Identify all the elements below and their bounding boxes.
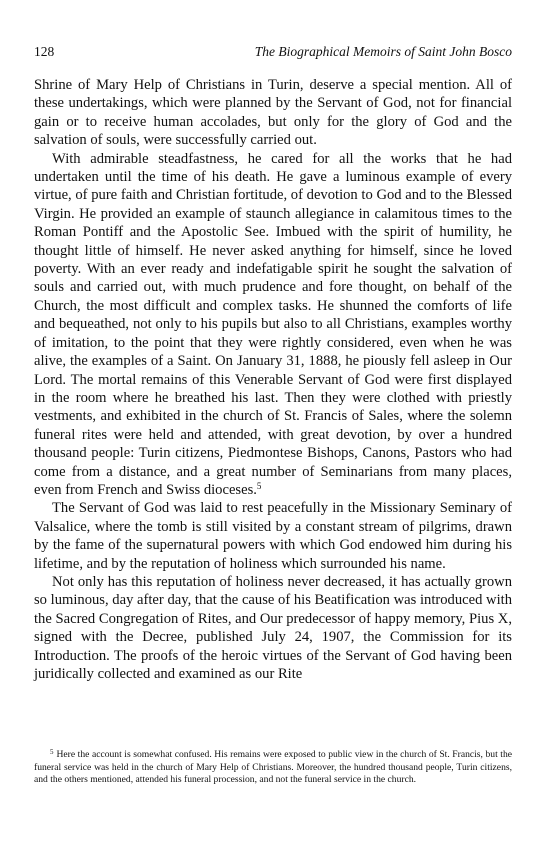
running-title: The Biographical Memoirs of Saint John Bosco [254, 44, 512, 59]
footnote [34, 749, 512, 787]
paragraph-4: Not only has this reputation of holiness never decreased, it has actually grown so luminous, day after day, that the cause of his Beatification was introduced with the Sacred Congregation of Rites, and Our predecessor of happy memory, Pius X, signed with the Decree, published July 24, 1907, the Commission for its Introduction. The proofs of the heroic virtues of the Servant of God having been juridically collected and examined as our Rite [34, 573, 512, 682]
footnote-paragraph [34, 749, 512, 787]
paragraph-1: Shrine of Mary Help of Christians in Turin, deserve a special mention. All of these undertakings, which were planned by the Servant of God, not for financial gain or to receive human accolades, but only for the glory of God and the salvation of souls, were successfully carried out. [34, 77, 512, 149]
paragraph-2 [34, 150, 512, 500]
footnote-reference: 5 [256, 480, 262, 491]
footnote-text: Here the account is somewhat confused. His remains were exposed to public view in the church of St. Francis, but the funeral service was held in the church of Mary Help of Christians. Moreover, the hundred thousand people, Turin citizens, and the others mentioned, attended his funeral procession, and not the funeral service in the church. [34, 749, 512, 786]
page-header [34, 44, 512, 60]
body-text [34, 76, 512, 683]
paragraph-2-text: With admirable steadfastness, he cared for all the works that he had undertaken until the time of his death. He gave a luminous example of every virtue, of pure faith and Christian fortitude, of devotion to God and to the Blessed Virgin. He provided an example of staunch allegiance in calamitous times to the Roman Pontiff and the Apostolic See. Imbued with the spirit of humility, he thought little of himself. He never asked anything for himself, since he loved poverty. With an ever ready and indefatigable spirit he sought the salvation of souls and carried out, with much prudence and fore thought, on behalf of the Church, the most difficult and complex tasks. He shunned the comforts of life and bequeathed, not only to his pupils but also to all Christians, examples worthy of imitation, to the point that they were rightly considered, even when he was alive, the examples of a Saint. On January 31, 1888, he piously fell asleep in Our Lord. The mortal remains of this Venerable Servant of God were first displayed in the room where he breathed his last. Then they were clothed with priestly vestments, and exhibited in the church of St. Francis of Sales, where the solemn funeral rites were held and attended, with great devotion, by over a hundred thousand people: Turin citizens, Piedmontese Bishops, Canons, Pastors who had come from a distance, and a great number of Seminarians from many places, even from French and Swiss dioceses. [34, 150, 512, 498]
footnote-marker: 5 [50, 748, 54, 756]
paragraph-3: The Servant of God was laid to rest peacefully in the Missionary Seminary of Valsalice, where the tomb is still visited by a constant stream of pilgrims, drawn by the fame of the supernatural powers with which God endowed him during his lifetime, and by the reputation of holiness which surrounded his name. [34, 500, 512, 572]
page-number: 128 [34, 44, 55, 59]
